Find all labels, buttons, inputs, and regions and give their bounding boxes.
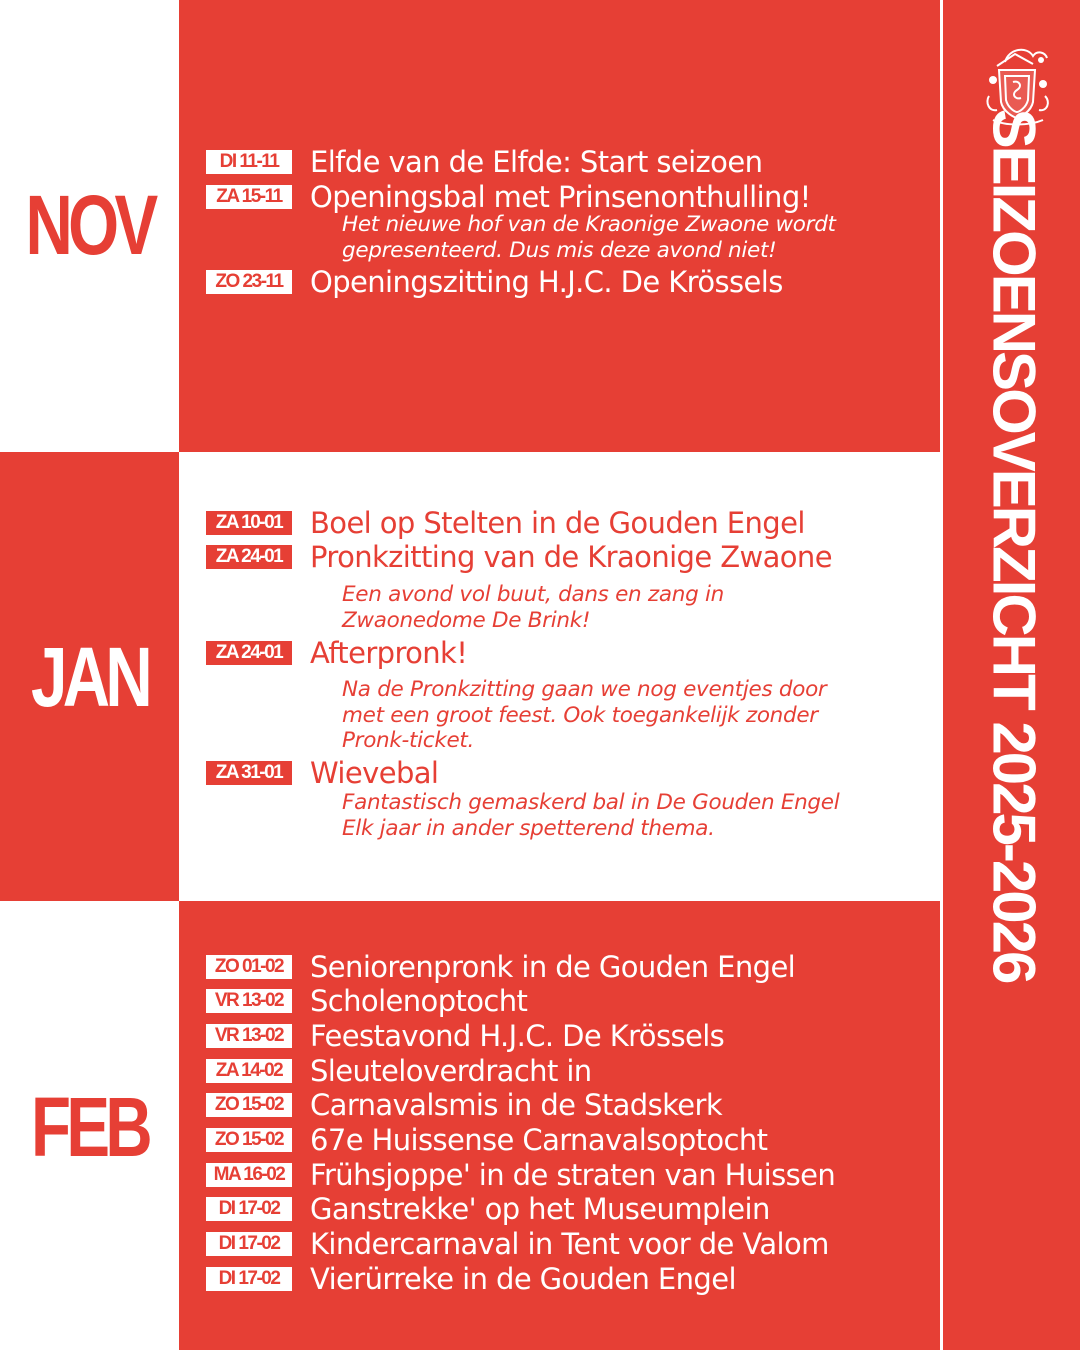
event-title: Vierürreke in de Gouden Engel: [310, 1262, 736, 1296]
event-title: Boel op Stelten in de Gouden Engel: [310, 506, 805, 540]
description-line: gepresenteerd. Dus mis deze avond niet!: [342, 237, 777, 263]
event-item: [206, 1227, 829, 1261]
event-date: ZA 15-11: [206, 185, 292, 209]
event-description: [342, 677, 932, 754]
event-title: Kindercarnaval in Tent voor de Valom: [310, 1227, 829, 1261]
event-item: [206, 506, 805, 540]
description-line: Het nieuwe hof van de Kraonige Zwaone wordt: [342, 212, 836, 237]
event-title: Pronkzitting van de Kraonige Zwaone: [310, 540, 832, 574]
event-description: [342, 790, 932, 841]
event-title: Openingszitting H.J.C. De Krössels: [310, 265, 783, 299]
event-title: Sleuteloverdracht in: [310, 1054, 592, 1088]
event-item: [206, 180, 811, 214]
event-date: ZO 23-11: [206, 270, 292, 294]
event-title: Seniorenpronk in de Gouden Engel: [310, 950, 796, 984]
event-item: [206, 756, 438, 790]
event-date: ZO 15-02: [206, 1093, 292, 1117]
event-item: [206, 636, 467, 670]
event-title: Wievebal: [310, 756, 439, 790]
event-title: Ganstrekke' op het Museumplein: [310, 1192, 770, 1226]
event-title: Frühsjoppe' in de straten van Huissen: [310, 1158, 836, 1192]
description-line: Pronk-ticket.: [342, 728, 475, 753]
event-item: [206, 1054, 592, 1088]
event-description: [342, 582, 932, 633]
event-date: VR 13-02: [206, 989, 292, 1013]
event-item: [206, 1158, 835, 1192]
event-title: Openingsbal met Prinsenonthulling!: [310, 180, 811, 214]
description-line: Zwaonedome De Brink!: [342, 607, 591, 633]
event-date: DI 17-02: [206, 1232, 292, 1256]
event-title: 67e Huissense Carnavalsoptocht: [310, 1123, 768, 1157]
event-date: ZO 15-02: [206, 1128, 292, 1152]
event-item: [206, 1192, 770, 1226]
event-date: DI 11-11: [206, 150, 292, 174]
event-title: Elfde van de Elfde: Start seizoen: [310, 145, 763, 179]
event-date: DI 17-02: [206, 1197, 292, 1221]
event-title: Carnavalsmis in de Stadskerk: [310, 1088, 723, 1122]
season-overview-text: SEIZOENSOVERZICHT 2025-2026: [980, 108, 1048, 982]
event-item: [206, 950, 795, 984]
event-date: ZA 14-02: [206, 1059, 292, 1083]
event-title: Feestavond H.J.C. De Krössels: [310, 1019, 725, 1053]
event-description: [342, 212, 932, 263]
event-title: Afterpronk!: [310, 636, 468, 670]
description-line: Elk jaar in ander spetterend thema.: [342, 815, 715, 841]
description-line: met een groot feest. Ook toegankelijk zonder: [342, 702, 818, 728]
event-item: [206, 1262, 736, 1296]
event-item: [206, 1123, 767, 1157]
month-label-nov: NOV: [25, 177, 154, 272]
event-date: ZA 31-01: [206, 761, 292, 785]
event-date: MA 16-02: [206, 1163, 292, 1187]
description-line: Een avond vol buut, dans en zang in: [342, 582, 724, 607]
description-line: Na de Pronkzitting gaan we nog eventjes door: [342, 677, 827, 702]
event-date: ZO 01-02: [206, 955, 292, 979]
month-label-feb: FEB: [31, 1079, 149, 1174]
event-item: [206, 145, 762, 179]
event-item: [206, 984, 527, 1018]
event-item: [206, 265, 783, 299]
event-date: VR 13-02: [206, 1024, 292, 1048]
event-title: Scholenoptocht: [310, 984, 528, 1018]
description-line: Fantastisch gemaskerd bal in De Gouden Engel: [342, 790, 840, 815]
event-item: [206, 1019, 724, 1053]
event-item: [206, 1088, 722, 1122]
event-item: [206, 540, 832, 574]
event-date: ZA 24-01: [206, 545, 292, 569]
month-label-jan: JAN: [30, 629, 149, 724]
event-date: ZA 24-01: [206, 641, 292, 665]
event-date: ZA 10-01: [206, 511, 292, 535]
event-date: DI 17-02: [206, 1267, 292, 1291]
